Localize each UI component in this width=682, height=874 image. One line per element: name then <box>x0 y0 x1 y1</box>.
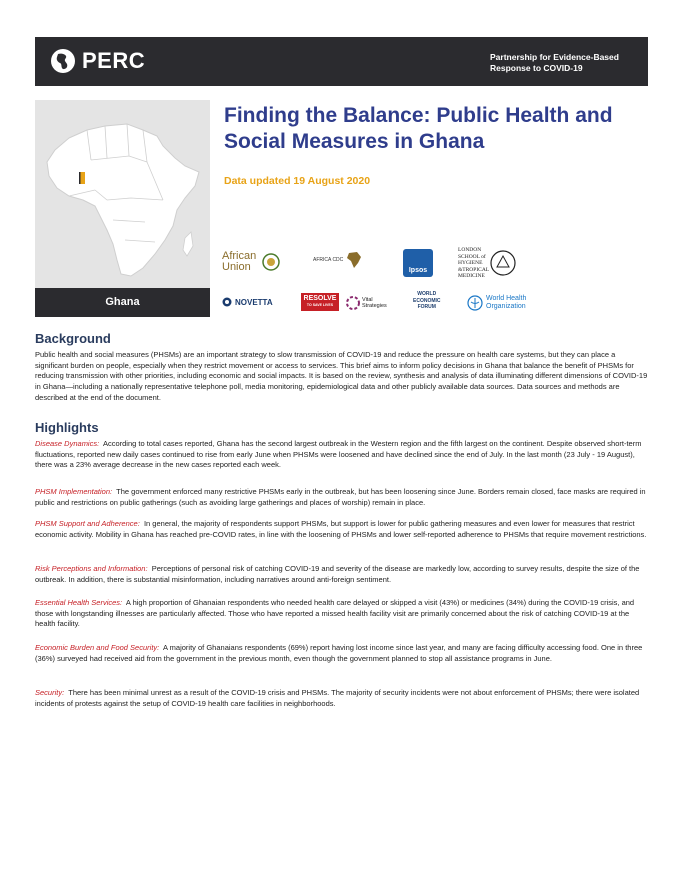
highlight-text: A high proportion of Ghanaian respondents who needed health care delayed or skipped a visit (43%) or medicines (34%) during the COVID-19 crisis, and those with longstanding illnesses are particularly affected. Those who have reported a missed health facility visit are primarily concerned about the risk of catching COVID-19 at the health facility. <box>35 598 635 629</box>
highlight-item <box>35 688 648 709</box>
highlight-item <box>35 439 648 471</box>
page-title: Finding the Balance: Public Health and Social Measures in Ghana <box>224 104 613 153</box>
background-heading: Background <box>35 331 111 346</box>
wef-line: ECONOMIC <box>413 297 441 304</box>
highlight-item <box>35 487 648 508</box>
who-logo <box>467 295 530 311</box>
resolve-text: RESOLVE <box>303 295 337 302</box>
novetta-text: NOVETTA <box>235 297 273 307</box>
novetta-mark-icon <box>222 297 232 307</box>
african-union-logo <box>222 251 280 273</box>
novetta-logo <box>222 297 273 307</box>
highlight-text: According to total cases reported, Ghana has the second largest outbreak in the Western region and the fifth largest on the continent. Despite observed short-term fluctuations, reported new daily cases continued to rise from early June when PHSMs were loosened and have declined since the end of July. In the last month (23 July - 19 August), there was a 23% average decrease in the new cases reported each week. <box>35 439 642 470</box>
lshtm-line: LONDON <box>458 247 482 253</box>
highlight-item <box>35 598 648 630</box>
au-emblem-icon <box>262 253 280 271</box>
lshtm-line: MEDICINE <box>458 273 485 279</box>
highlight-lead: Security: <box>35 688 65 697</box>
highlight-text: A majority of Ghanaians respondents (69%) report having lost income since last year, and many are facing difficulty accessing food. One in three (36%) surveyed had received aid from the government in the previous month, even though the government planned to stop all assistance programs in June. <box>35 643 643 663</box>
who-emblem-icon <box>467 295 483 311</box>
highlight-lead: PHSM Support and Adherence: <box>35 519 140 528</box>
ipsos-text: Ipsos <box>408 267 428 274</box>
africa-cdc-emblem-icon <box>343 249 365 271</box>
resolve-logo <box>301 293 339 311</box>
highlight-lead: Economic Burden and Food Security: <box>35 643 160 652</box>
highlight-item <box>35 519 648 540</box>
africa-map <box>35 100 210 288</box>
lshtm-line: SCHOOL of <box>458 253 486 260</box>
header-bar <box>35 37 648 86</box>
highlight-text: The government enforced many restrictive PHSMs early in the outbreak, but has been loosening since June. Borders remain closed, face masks are required in public and restrictions on public gatherings (such as avoiding large gatherings and places of worship) remain in place. <box>35 487 646 507</box>
highlight-item <box>35 564 648 585</box>
background-text: Public health and social measures (PHSMs) are an important strategy to slow transmission of COVID-19 and reduce the pressure on health care systems, but they can place a significant burden on people, especially when they restrict movement or access to services. This brief aims to inform policy decisions in Ghana that balance the benefit of PHSMs for reducing transmission with other priorities, including economic and social impacts. It is based on the review, synthesis and analysis of data illuminating different dimensions of COVID-19 in Ghana—including a nationally representative telephone poll, media monitoring, epidemiological data and other publicly available data sources. Data sources and methods are described at the end of the document. <box>35 350 648 402</box>
highlight-lead: Essential Health Services: <box>35 598 123 607</box>
highlight-item <box>35 643 648 664</box>
highlight-lead: Disease Dynamics: <box>35 439 100 448</box>
wef-line: WORLD <box>417 291 437 297</box>
lshtm-line: &TROPICAL <box>458 266 490 273</box>
africa-cdc-text: AFRICA CDC <box>313 257 344 263</box>
lshtm-line: HYGIENE <box>458 260 483 266</box>
highlight-text: Perceptions of personal risk of catching COVID-19 and severity of the disease are markedly low, according to survey results, despite the size of the outbreak. In addition, there is substantial misinformation, including narratives around anti-foreign sentiment. <box>35 564 640 584</box>
lshtm-logo <box>458 247 517 280</box>
african-union-text: African Union <box>222 250 257 273</box>
date-line: Data updated 19 August 2020 <box>224 175 371 187</box>
highlights-heading: Highlights <box>35 420 99 435</box>
wef-logo <box>413 291 441 311</box>
country-label: Ghana <box>35 288 210 317</box>
resolve-subtext: TO SAVE LIVES <box>306 303 334 307</box>
highlight-lead: Risk Perceptions and Information: <box>35 564 148 573</box>
ipsos-logo <box>403 249 433 277</box>
vital-strategies-logo <box>346 296 388 310</box>
header-tagline: Partnership for Evidence-Based Response to COVID-19 <box>490 52 619 73</box>
africa-map-graphic <box>35 100 210 288</box>
logo-text: PERC <box>82 48 146 73</box>
lshtm-crest-icon <box>489 249 517 277</box>
lshtm-text <box>458 247 489 280</box>
highlight-text: In general, the majority of respondents support PHSMs, but support is lower for public gathering measures and even lower for measures that restrict economic activity. Mobility in Ghana has reached pre-COVID rates, in line with the loosening of PHSMs and lower self-reported adherence to PHSMs that require movement restrictions. <box>35 519 647 539</box>
highlight-lead: PHSM Implementation: <box>35 487 113 496</box>
wef-line: FORUM <box>417 304 436 310</box>
vital-mark-icon <box>346 296 360 310</box>
who-text: World Health Organization <box>486 295 527 310</box>
vital-text: Vital Strategies <box>362 297 387 309</box>
perc-logo <box>50 48 145 74</box>
highlight-text: There has been minimal unrest as a result of the COVID-19 crisis and PHSMs. The majority of security incidents were not about enforcement of PHSMs; there were isolated incidents of protests against the setup of COVID-19 health care facilities in neighborhoods. <box>35 688 640 708</box>
africa-cdc-logo <box>313 249 365 271</box>
ghana-highlight <box>80 172 85 184</box>
globe-icon <box>50 48 76 74</box>
